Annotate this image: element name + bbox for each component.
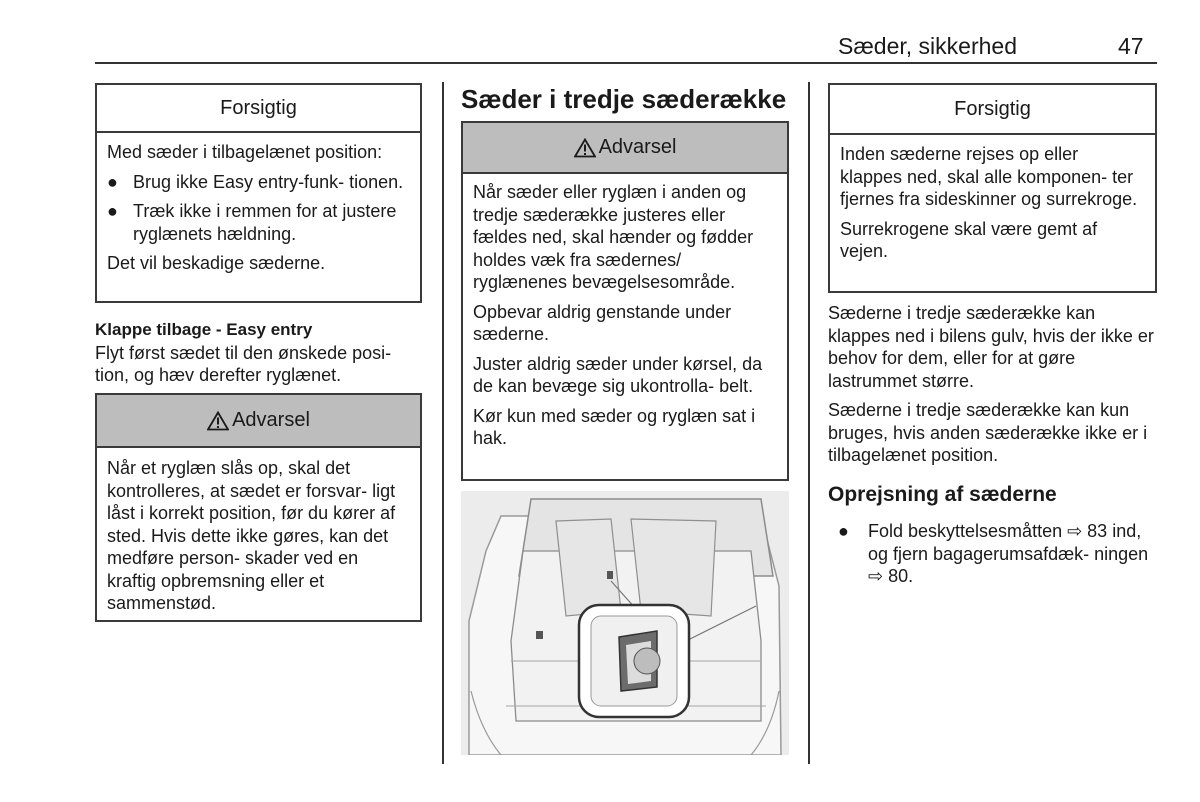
warning-paragraph: Opbevar aldrig genstande under sæderne. [473, 301, 732, 344]
section-heading: Klappe tilbage - Easy entry [95, 320, 313, 339]
warning-title: Advarsel [598, 136, 677, 158]
list-item-text: Fold beskyttelsesmåtten ⇨ 83 ind, og fjern bagagerumsafdæk- ningen ⇨ 80. [868, 521, 1149, 586]
column-divider-right [808, 82, 810, 764]
warning-header [97, 395, 420, 448]
subsection-heading: Oprejsning af sæderne [828, 483, 1057, 506]
warning-paragraph: Når sæder eller ryglæn i anden og tredje sæderække justeres eller fældes ned, skal hænder og fødder holdes væk fra sædernes/ ryglænenes bevægelsesområde. [473, 182, 754, 292]
warning-body [97, 448, 420, 615]
caution-intro: Med sæder i tilbagelænet position: [107, 142, 383, 162]
caution-box-left [95, 83, 422, 303]
page-number: 47 [1118, 33, 1144, 59]
section-paragraph: Flyt først sædet til den ønskede posi- tion, og hæv derefter ryglænet. [95, 342, 392, 385]
body-paragraph: Sæderne i tredje sæderække kan kun bruges, hvis anden sæderække ikke er i tilbagelænet position. [828, 400, 1148, 465]
list-item-text: Træk ikke i remmen for at justere ryglænets hældning. [133, 201, 397, 244]
warning-box-left [95, 393, 422, 622]
warning-paragraph: Juster aldrig sæder under kørsel, da de kan bevæge sig ukontrolla- belt. [473, 353, 763, 396]
list-item [107, 171, 410, 194]
section-title: Sæder i tredje sæderække [461, 84, 787, 114]
header-rule [95, 62, 1157, 64]
body-paragraph: Sæderne i tredje sæderække kan klappes ned i bilens gulv, hvis der ikke er behov for dem, eller for at gøre lastrummet større. [828, 303, 1154, 391]
bullet-icon: ● [107, 201, 118, 221]
warning-body [463, 174, 787, 450]
running-header-title: Sæder, sikkerhed [838, 33, 1017, 59]
caution-paragraph: Inden sæderne rejses op eller klappes ned, skal alle komponen- ter fjernes fra sideskinner og surrekroge. [840, 144, 1138, 209]
warning-triangle-icon [207, 411, 229, 431]
list-item [107, 200, 410, 245]
warning-paragraph: Kør kun med sæder og ryglæn sat i hak. [473, 405, 756, 448]
easy-entry-section [95, 319, 425, 387]
third-row-text [828, 302, 1160, 474]
warning-box-middle [461, 121, 789, 481]
caution-box-right [828, 83, 1157, 293]
warning-header [463, 123, 787, 174]
list-item [838, 520, 1160, 588]
warning-text: Når et ryglæn slås op, skal det kontrolleres, at sædet er forsvar- ligt låst i korrekt position, før du kører af sted. Hvis dette ikke gøres, kan det medføre person- skader ved en kraftig opbremsning eller et sammenstød. [107, 458, 396, 613]
bullet-icon: ● [838, 521, 849, 541]
bullet-icon: ● [107, 171, 118, 192]
caution-paragraph: Surrekrogene skal være gemt af vejen. [840, 218, 1098, 261]
warning-title: Advarsel [232, 409, 310, 431]
instruction-list [838, 520, 1160, 595]
list-item-text: Brug ikke Easy entry-funk- tionen. [133, 171, 404, 192]
car-trunk-illustration [461, 491, 789, 755]
caution-outro: Det vil beskadige sæderne. [107, 253, 326, 273]
caution-body [830, 135, 1155, 263]
caution-title: Forsigtig [830, 85, 1155, 135]
warning-triangle-icon [574, 138, 596, 158]
caution-body [97, 133, 420, 275]
column-divider-left [442, 82, 444, 764]
caution-title: Forsigtig [97, 85, 420, 133]
